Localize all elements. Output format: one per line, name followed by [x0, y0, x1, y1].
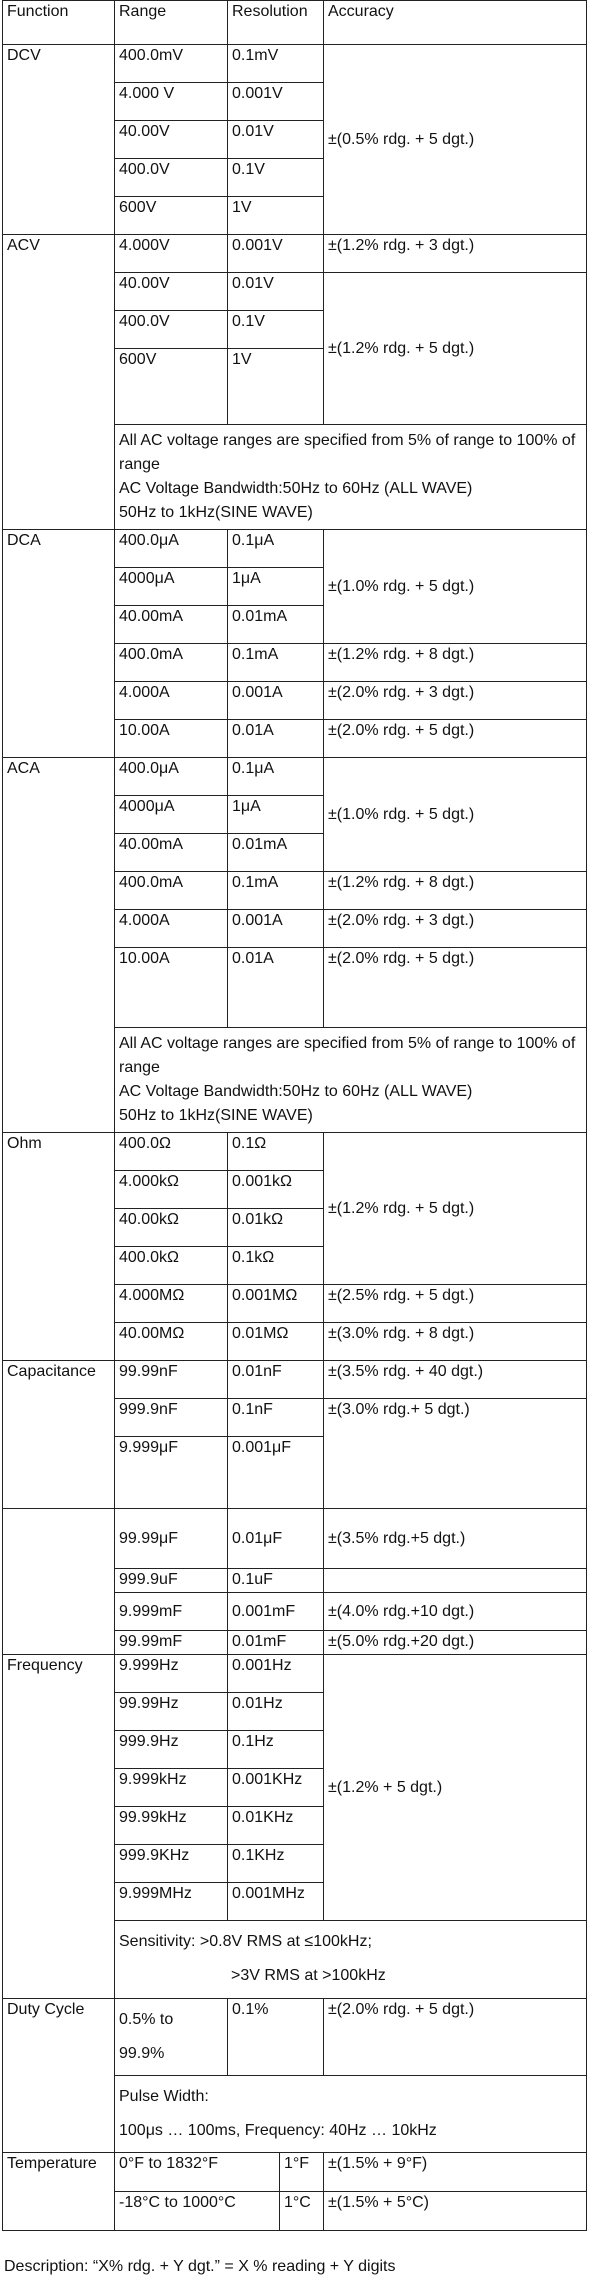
note-line: 100μs … 100ms, Frequency: 40Hz … 10kHz: [119, 2122, 437, 2139]
range-cell: 400.0V: [115, 311, 228, 349]
resolution-cell: 1V: [228, 197, 324, 235]
resolution-cell: 0.01mA: [228, 834, 324, 872]
resolution-cell: 0.001μF: [228, 1437, 324, 1509]
table-row: [3, 1361, 587, 1399]
range-cell: 9.999μF: [115, 1437, 228, 1509]
resolution-cell: 0.01mA: [228, 606, 324, 644]
range-cell: [115, 1999, 228, 2076]
aca-note: [115, 1028, 587, 1133]
temp-range-res: [115, 2192, 324, 2231]
resolution-cell: 0.001A: [228, 910, 324, 948]
accuracy-cell: ±(2.0% rdg. + 5 dgt.): [324, 720, 587, 758]
accuracy-cell: ±(3.0% rdg. + 8 dgt.): [324, 1323, 587, 1361]
resolution-cell: 0.1KHz: [228, 1845, 324, 1883]
range-cell: 0°F to 1832°F: [115, 2153, 280, 2191]
resolution-cell: 0.01A: [228, 720, 324, 758]
accuracy-cell: ±(3.5% rdg.+5 dgt.): [324, 1509, 587, 1569]
function-spacer: [3, 1399, 115, 1437]
accuracy-cell: ±(2.5% rdg. + 5 dgt.): [324, 1285, 587, 1323]
resolution-cell: 0.001KHz: [228, 1769, 324, 1807]
range-cell: 4.000A: [115, 910, 228, 948]
table-row: [3, 530, 587, 568]
resolution-cell: 0.01KHz: [228, 1807, 324, 1845]
resolution-cell: 0.001mF: [228, 1593, 324, 1631]
header-resolution: Resolution: [228, 1, 324, 45]
note-line: Sensitivity: >0.8V RMS at ≤100kHz;: [119, 1933, 372, 1950]
header-range: Range: [115, 1, 228, 45]
resolution-cell: 1μA: [228, 568, 324, 606]
resolution-cell: 0.01μF: [228, 1509, 324, 1569]
range-cell: 9.999kHz: [115, 1769, 228, 1807]
resolution-cell: 0.01V: [228, 273, 324, 311]
function-temperature: Temperature: [3, 2153, 115, 2231]
range-cell: 99.99μF: [115, 1509, 228, 1569]
function-dca: DCA: [3, 530, 115, 758]
range-line: 99.9%: [119, 2045, 165, 2062]
function-aca: ACA: [3, 758, 115, 1133]
accuracy-cell: ±(1.2% rdg. + 8 dgt.): [324, 872, 587, 910]
accuracy-cell: ±(2.0% rdg. + 5 dgt.): [324, 1999, 587, 2076]
accuracy-cell: ±(1.2% rdg. + 8 dgt.): [324, 644, 587, 682]
resolution-cell: 0.1μA: [228, 758, 324, 796]
resolution-cell: 0.1V: [228, 311, 324, 349]
table-row: [3, 2153, 587, 2192]
resolution-cell: 0.001V: [228, 83, 324, 121]
note-line: AC Voltage Bandwidth:50Hz to 60Hz (ALL WAVE): [119, 480, 473, 497]
resolution-cell: 0.1kΩ: [228, 1247, 324, 1285]
resolution-cell: 1°C: [284, 2194, 311, 2211]
range-cell: 600V: [115, 349, 228, 425]
range-cell: 400.0μA: [115, 530, 228, 568]
resolution-cell: 0.1%: [228, 1999, 324, 2076]
function-dcv: DCV: [3, 45, 115, 235]
range-cell: 40.00mA: [115, 834, 228, 872]
accuracy-cell: ±(1.2% rdg. + 5 dgt.): [324, 273, 587, 425]
resolution-cell: 0.1nF: [228, 1399, 324, 1437]
resolution-cell: 0.001V: [228, 235, 324, 273]
accuracy-cell: ±(2.0% rdg. + 3 dgt.): [324, 682, 587, 720]
note-line: 50Hz to 1kHz(SINE WAVE): [119, 504, 313, 521]
function-spacer: [3, 1509, 115, 1655]
header-function: Function: [3, 1, 115, 45]
function-capacitance: Capacitance: [3, 1361, 115, 1399]
range-cell: 600V: [115, 197, 228, 235]
accuracy-cell: ±(1.2% rdg. + 5 dgt.): [324, 1133, 587, 1285]
description-footnote: Description: “X% rdg. + Y dgt.” = X % reading + Y digits: [4, 2258, 396, 2275]
resolution-cell: 0.001A: [228, 682, 324, 720]
range-cell: 400.0mA: [115, 644, 228, 682]
range-cell: 99.99kHz: [115, 1807, 228, 1845]
range-cell: 4.000 V: [115, 83, 228, 121]
resolution-cell: 0.01nF: [228, 1361, 324, 1399]
range-cell: 400.0V: [115, 159, 228, 197]
accuracy-cell: ±(5.0% rdg.+20 dgt.): [324, 1631, 587, 1655]
accuracy-cell: ±(2.0% rdg. + 5 dgt.): [324, 948, 587, 1028]
header-row: [3, 1, 587, 45]
resolution-cell: 0.1Hz: [228, 1731, 324, 1769]
note-line: AC Voltage Bandwidth:50Hz to 60Hz (ALL WAVE): [119, 1083, 473, 1100]
accuracy-cell: ±(3.5% rdg. + 40 dgt.): [324, 1361, 587, 1399]
range-cell: 400.0Ω: [115, 1133, 228, 1171]
resolution-cell: 0.1mV: [228, 45, 324, 83]
accuracy-cell: [324, 1569, 587, 1593]
resolution-cell: 0.1μA: [228, 530, 324, 568]
accuracy-cell: ±(1.5% + 9°F): [324, 2153, 587, 2192]
resolution-cell: 0.01A: [228, 948, 324, 1028]
note-line: All AC voltage ranges are specified from 5% of range to 100% of range: [119, 432, 576, 473]
range-cell: 4.000kΩ: [115, 1171, 228, 1209]
acv-note: [115, 425, 587, 530]
table-row: [3, 1399, 587, 1437]
note-line: Pulse Width:: [119, 2088, 209, 2105]
function-spacer: [3, 1437, 115, 1509]
range-cell: 999.9Hz: [115, 1731, 228, 1769]
resolution-cell: 0.01kΩ: [228, 1209, 324, 1247]
range-cell: 99.99Hz: [115, 1693, 228, 1731]
range-cell: 40.00mA: [115, 606, 228, 644]
range-cell: 999.9KHz: [115, 1845, 228, 1883]
spec-table: [2, 0, 587, 2231]
table-row: [3, 1999, 587, 2076]
resolution-cell: 0.001MHz: [228, 1883, 324, 1921]
range-cell: 9.999mF: [115, 1593, 228, 1631]
note-line: All AC voltage ranges are specified from 5% of range to 100% of range: [119, 1035, 576, 1076]
range-cell: 99.99mF: [115, 1631, 228, 1655]
resolution-cell: 1μA: [228, 796, 324, 834]
note-line: >3V RMS at >100kHz: [231, 1967, 386, 1984]
range-cell: 40.00V: [115, 273, 228, 311]
resolution-cell: 0.1Ω: [228, 1133, 324, 1171]
range-cell: 999.9nF: [115, 1399, 228, 1437]
resolution-cell: 0.001Hz: [228, 1655, 324, 1693]
header-accuracy: Accuracy: [324, 1, 587, 45]
range-cell: 400.0mA: [115, 872, 228, 910]
accuracy-cell: ±(2.0% rdg. + 3 dgt.): [324, 910, 587, 948]
resolution-cell: 0.1mA: [228, 872, 324, 910]
frequency-sensitivity: [115, 1921, 587, 1999]
resolution-cell: 0.01V: [228, 121, 324, 159]
table-row: [3, 235, 587, 273]
table-row: [3, 1133, 587, 1171]
range-cell: 9.999Hz: [115, 1655, 228, 1693]
accuracy-cell: ±(1.5% + 5°C): [324, 2192, 587, 2231]
range-cell: 40.00kΩ: [115, 1209, 228, 1247]
resolution-cell: 0.001MΩ: [228, 1285, 324, 1323]
note-line: 50Hz to 1kHz(SINE WAVE): [119, 1107, 313, 1124]
range-line: 0.5% to: [119, 2011, 174, 2028]
range-cell: 999.9uF: [115, 1569, 228, 1593]
resolution-cell: 1V: [228, 349, 324, 425]
resolution-cell: 0.1mA: [228, 644, 324, 682]
resolution-cell: 0.1uF: [228, 1569, 324, 1593]
temp-range-res: [115, 2153, 324, 2192]
range-cell: 400.0mV: [115, 45, 228, 83]
function-frequency: Frequency: [3, 1655, 115, 1999]
resolution-cell: 0.01mF: [228, 1631, 324, 1655]
range-cell: 40.00MΩ: [115, 1323, 228, 1361]
accuracy-cell: ±(3.0% rdg.+ 5 dgt.): [324, 1399, 587, 1509]
range-cell: 10.00A: [115, 948, 228, 1028]
range-cell: 4.000MΩ: [115, 1285, 228, 1323]
range-cell: 4000μA: [115, 796, 228, 834]
accuracy-cell: ±(0.5% rdg. + 5 dgt.): [324, 45, 587, 235]
table-row: [3, 1509, 587, 1569]
resolution-cell: 0.01Hz: [228, 1693, 324, 1731]
table-row: [3, 1655, 587, 1693]
table-row: [3, 45, 587, 83]
resolution-cell: 0.01MΩ: [228, 1323, 324, 1361]
function-acv: ACV: [3, 235, 115, 530]
accuracy-cell: ±(1.2% + 5 dgt.): [324, 1655, 587, 1921]
resolution-cell: 1°F: [284, 2155, 310, 2172]
resolution-cell: 0.1V: [228, 159, 324, 197]
range-cell: -18°C to 1000°C: [115, 2192, 280, 2230]
range-cell: 4000μA: [115, 568, 228, 606]
range-cell: 9.999MHz: [115, 1883, 228, 1921]
duty-pulse-width: [115, 2076, 587, 2153]
range-cell: 4.000V: [115, 235, 228, 273]
accuracy-cell: ±(4.0% rdg.+10 dgt.): [324, 1593, 587, 1631]
function-duty-cycle: Duty Cycle: [3, 1999, 115, 2153]
range-cell: 99.99nF: [115, 1361, 228, 1399]
range-cell: 400.0μA: [115, 758, 228, 796]
range-cell: 4.000A: [115, 682, 228, 720]
range-cell: 10.00A: [115, 720, 228, 758]
accuracy-cell: ±(1.0% rdg. + 5 dgt.): [324, 530, 587, 644]
table-row: [3, 758, 587, 796]
function-ohm: Ohm: [3, 1133, 115, 1361]
range-cell: 400.0kΩ: [115, 1247, 228, 1285]
accuracy-cell: ±(1.0% rdg. + 5 dgt.): [324, 758, 587, 872]
range-cell: 40.00V: [115, 121, 228, 159]
accuracy-cell: ±(1.2% rdg. + 3 dgt.): [324, 235, 587, 273]
resolution-cell: 0.001kΩ: [228, 1171, 324, 1209]
